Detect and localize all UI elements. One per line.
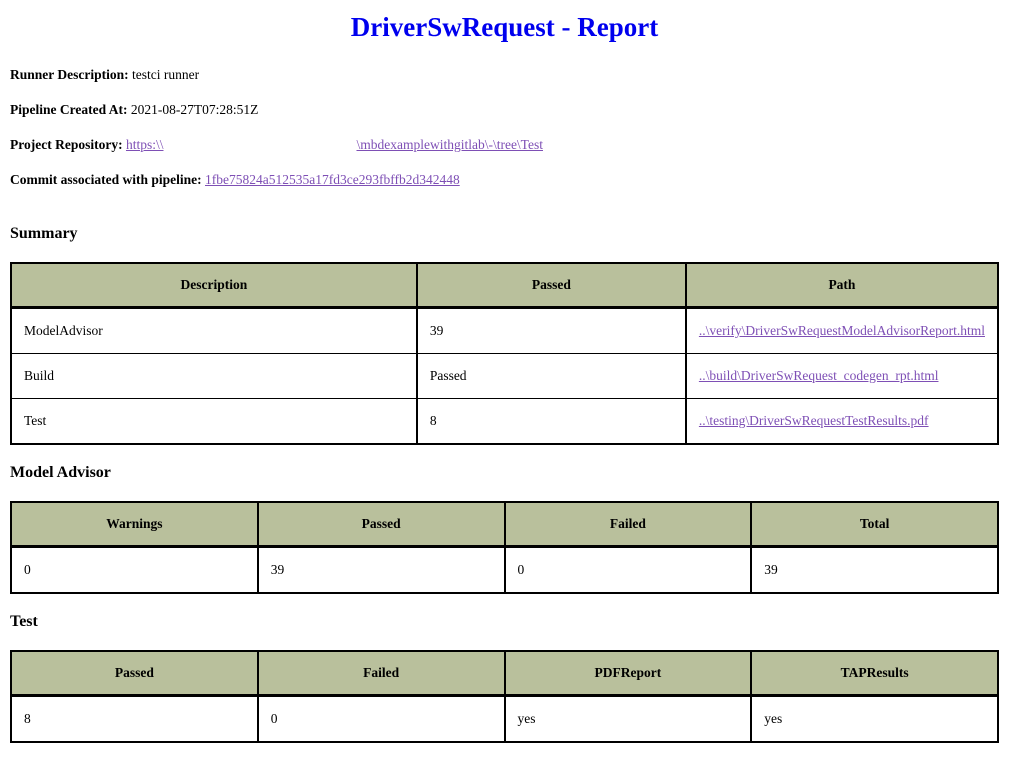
summary-cell-path xyxy=(686,354,998,399)
test-table xyxy=(10,650,999,743)
model-advisor-table xyxy=(10,501,999,594)
test-cell-tapresults: yes xyxy=(751,696,998,743)
project-repository-label: Project Repository: xyxy=(10,137,123,152)
test-results-link[interactable]: ..\testing\DriverSwRequestTestResults.pdf xyxy=(698,413,929,428)
repository-link-suffix: \mbdexamplewithgitlab\-\tree\Test xyxy=(356,137,543,152)
commit-label: Commit associated with pipeline: xyxy=(10,172,202,187)
test-col-tapresults: TAPResults xyxy=(751,651,998,696)
test-cell-passed: 8 xyxy=(11,696,258,743)
model-advisor-cell-failed: 0 xyxy=(505,547,752,594)
summary-cell-passed: 8 xyxy=(417,399,686,445)
test-cell-failed: 0 xyxy=(258,696,505,743)
summary-heading: Summary xyxy=(10,225,78,242)
table-row xyxy=(11,354,998,399)
summary-cell-description: Build xyxy=(11,354,417,399)
pipeline-created-label: Pipeline Created At: xyxy=(10,102,128,117)
summary-cell-description: ModelAdvisor xyxy=(11,308,417,354)
model-advisor-cell-total: 39 xyxy=(751,547,998,594)
model-advisor-col-warnings: Warnings xyxy=(11,502,258,547)
commit-link[interactable]: 1fbe75824a512535a17fd3ce293fbffb2d342448 xyxy=(205,172,460,187)
summary-cell-passed: Passed xyxy=(417,354,686,399)
test-col-pdfreport: PDFReport xyxy=(505,651,752,696)
runner-description-label: Runner Description: xyxy=(10,67,129,82)
pipeline-created-line xyxy=(10,102,999,117)
test-header-row xyxy=(11,651,998,696)
summary-header-row xyxy=(11,263,998,308)
summary-cell-path xyxy=(686,399,998,445)
runner-description-value: testci runner xyxy=(132,67,200,82)
project-repository-link[interactable] xyxy=(126,137,543,152)
model-advisor-col-passed: Passed xyxy=(258,502,505,547)
pipeline-created-value: 2021-08-27T07:28:51Z xyxy=(130,102,259,117)
runner-description-line xyxy=(10,67,999,82)
project-repository-line xyxy=(10,137,999,152)
summary-col-path: Path xyxy=(686,263,998,308)
summary-cell-passed: 39 xyxy=(417,308,686,354)
repository-link-prefix: https:\\ xyxy=(125,137,164,152)
model-advisor-header-row xyxy=(11,502,998,547)
model-advisor-col-total: Total xyxy=(751,502,998,547)
table-row xyxy=(11,696,998,743)
model-advisor-heading: Model Advisor xyxy=(10,464,111,481)
summary-cell-path xyxy=(686,308,998,354)
test-cell-pdfreport: yes xyxy=(505,696,752,743)
summary-cell-description: Test xyxy=(11,399,417,445)
table-row xyxy=(11,547,998,594)
model-advisor-cell-warnings: 0 xyxy=(11,547,258,594)
summary-col-description: Description xyxy=(11,263,417,308)
table-row xyxy=(11,308,998,354)
build-report-link[interactable]: ..\build\DriverSwRequest_codegen_rpt.html xyxy=(698,368,939,383)
model-advisor-report-link[interactable]: ..\verify\DriverSwRequestModelAdvisorReport.html xyxy=(698,323,985,338)
test-col-passed: Passed xyxy=(11,651,258,696)
repository-redacted-gap xyxy=(163,148,356,149)
summary-table xyxy=(10,262,999,445)
page-title: DriverSwRequest - Report xyxy=(350,12,659,42)
commit-line xyxy=(10,172,999,187)
summary-col-passed: Passed xyxy=(417,263,686,308)
table-row xyxy=(11,399,998,445)
test-col-failed: Failed xyxy=(258,651,505,696)
model-advisor-col-failed: Failed xyxy=(505,502,752,547)
model-advisor-cell-passed: 39 xyxy=(258,547,505,594)
test-heading: Test xyxy=(10,613,38,630)
